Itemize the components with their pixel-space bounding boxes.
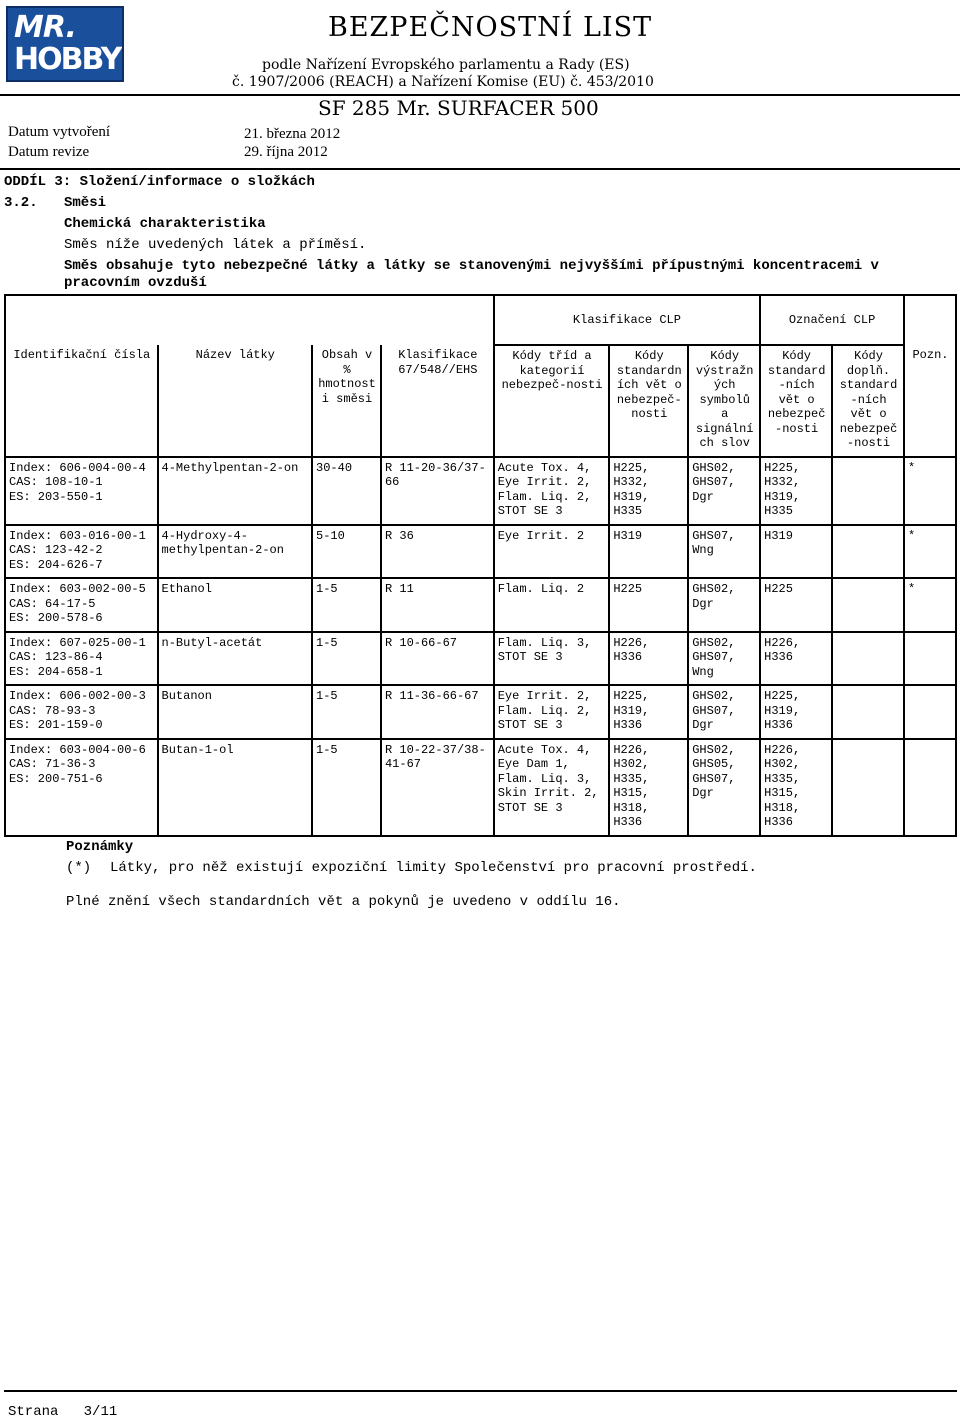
column-header: Kódy standardn ích vět o nebezpeč- nosti [609,345,688,457]
meta-divider [0,168,960,170]
cell-ids: Index: 606-002-00-3 CAS: 78-93-3 ES: 201-159-0 [5,685,158,739]
column-header: Kódy doplň. standard -ních vět o nebezpeč -nosti [832,345,904,457]
cell-note: * [904,457,956,525]
hazard-text-line-1: Směs obsahuje tyto nebezpečné látky a látky se stanovenými nejvyššími přípustnými koncentracemi v [64,258,879,274]
cell-symbols: GHS02, Dgr [688,578,760,632]
cell-std: H226, H336 [760,632,832,686]
cell-supp [832,457,904,525]
subsection-title: Směsi [64,195,107,211]
cell-note [904,685,956,739]
cell-codes: Eye Irrit. 2, Flam. Liq. 2, STOT SE 3 [494,685,610,739]
cell-note [904,739,956,836]
cell-content: 1-5 [312,578,381,632]
cell-std: H225, H332, H319, H335 [760,457,832,525]
cell-klas: R 36 [381,525,494,579]
table-row [5,632,956,686]
column-header: Klasifikace 67/548//EHS [381,345,494,457]
cell-symbols: GHS07, Wng [688,525,760,579]
cell-std: H225 [760,578,832,632]
column-header: Pozn. [904,345,956,457]
cell-std: H319 [760,525,832,579]
cell-hphrases: H225, H319, H336 [609,685,688,739]
cell-name: Butan-1-ol [158,739,313,836]
cell-hphrases: H319 [609,525,688,579]
table-header-row [5,345,956,457]
cell-hphrases: H225 [609,578,688,632]
cell-content: 30-40 [312,457,381,525]
footer-divider [4,1390,957,1392]
cell-supp [832,525,904,579]
cell-klas: R 11-36-66-67 [381,685,494,739]
cell-klas: R 11-20-36/37- 66 [381,457,494,525]
column-header: Kódy standard -ních vět o nebezpeč -nosti [760,345,832,457]
cell-name: 4-Hydroxy-4- methylpentan-2-on [158,525,313,579]
cell-hphrases: H225, H332, H319, H335 [609,457,688,525]
created-value: 21. března 2012 [244,126,341,142]
document-title: BEZPEČNOSTNÍ LIST [328,12,653,43]
cell-name: n-Butyl-acetát [158,632,313,686]
cell-supp [832,739,904,836]
table-group-header-row [5,295,956,345]
cell-codes: Acute Tox. 4, Eye Irrit. 2, Flam. Liq. 2, STOT SE 3 [494,457,610,525]
group-header-oznaceni: Označení CLP [760,295,904,345]
cell-note: * [904,525,956,579]
cell-note [904,632,956,686]
table-row [5,739,956,836]
cell-note: * [904,578,956,632]
cell-codes: Flam. Liq. 3, STOT SE 3 [494,632,610,686]
cell-content: 1-5 [312,632,381,686]
cell-supp [832,632,904,686]
table-row [5,457,956,525]
table-row [5,685,956,739]
table-row [5,578,956,632]
subtitle-line-1: podle Nařízení Evropského parlamentu a Rady (ES) [262,57,630,73]
cell-symbols: GHS02, GHS05, GHS07, Dgr [688,739,760,836]
column-header: Název látky [158,345,313,457]
column-header: Kódy výstražn ých symbolů a signální ch slov [688,345,760,457]
page-label: Strana [8,1404,59,1420]
cell-hphrases: H226, H302, H335, H315, H318, H336 [609,739,688,836]
page-value: 3/11 [83,1404,118,1420]
revised-label: Datum revize [8,144,90,160]
cell-content: 1-5 [312,685,381,739]
notes-title: Poznámky [66,839,134,855]
table-row [5,525,956,579]
subtitle-line-2: č. 1907/2006 (REACH) a Nařízení Komise (EU) č. 453/2010 [232,74,654,90]
subsection-number: 3.2. [4,195,38,211]
cell-content: 5-10 [312,525,381,579]
cell-codes: Flam. Liq. 2 [494,578,610,632]
cell-symbols: GHS02, GHS07, Dgr [688,457,760,525]
cell-supp [832,578,904,632]
column-header: Identifikační čísla [5,345,158,457]
logo-text-top: MR. [14,10,76,45]
cell-codes: Eye Irrit. 2 [494,525,610,579]
group-header-klasifikace: Klasifikace CLP [494,295,760,345]
note-full-text: Plné znění všech standardních vět a pokynů je uvedeno v oddílu 16. [66,894,621,910]
cell-supp [832,685,904,739]
cell-name: 4-Methylpentan-2-on [158,457,313,525]
cell-symbols: GHS02, GHS07, Dgr [688,685,760,739]
cell-codes: Acute Tox. 4, Eye Dam 1, Flam. Liq. 3, Skin Irrit. 2, STOT SE 3 [494,739,610,836]
page-number [8,1404,117,1420]
cell-ids: Index: 603-002-00-5 CAS: 64-17-5 ES: 200-578-6 [5,578,158,632]
note-star-mark: (*) [66,860,92,876]
cell-klas: R 11 [381,578,494,632]
product-name: SF 285 Mr. SURFACER 500 [318,96,599,120]
column-header: Obsah v % hmotnost i směsi [312,345,381,457]
hazard-text-line-2: pracovním ovzduší [64,275,207,291]
logo-text-bottom: HOBBY [14,42,121,77]
cell-hphrases: H226, H336 [609,632,688,686]
column-header: Kódy tříd a kategorií nebezpeč-nosti [494,345,610,457]
created-label: Datum vytvoření [8,124,111,140]
cell-klas: R 10-66-67 [381,632,494,686]
cell-ids: Index: 603-016-00-1 CAS: 123-42-2 ES: 204-626-7 [5,525,158,579]
cell-content: 1-5 [312,739,381,836]
cell-std: H225, H319, H336 [760,685,832,739]
section-title: ODDÍL 3: Složení/informace o složkách [4,174,315,190]
brand-logo [6,6,124,82]
cell-symbols: GHS02, GHS07, Wng [688,632,760,686]
chem-char-title: Chemická charakteristika [64,216,266,232]
revised-value: 29. října 2012 [244,144,328,160]
cell-ids: Index: 606-004-00-4 CAS: 108-10-1 ES: 203-550-1 [5,457,158,525]
cell-ids: Index: 607-025-00-1 CAS: 123-86-4 ES: 204-658-1 [5,632,158,686]
cell-std: H226, H302, H335, H315, H318, H336 [760,739,832,836]
cell-name: Ethanol [158,578,313,632]
note-star-text: Látky, pro něž existují expoziční limity Společenství pro pracovní prostředí. [110,860,757,876]
cell-name: Butanon [158,685,313,739]
composition-table [4,294,957,837]
cell-ids: Index: 603-004-00-6 CAS: 71-36-3 ES: 200-751-6 [5,739,158,836]
chem-char-text: Směs níže uvedených látek a příměsí. [64,237,367,253]
cell-klas: R 10-22-37/38- 41-67 [381,739,494,836]
